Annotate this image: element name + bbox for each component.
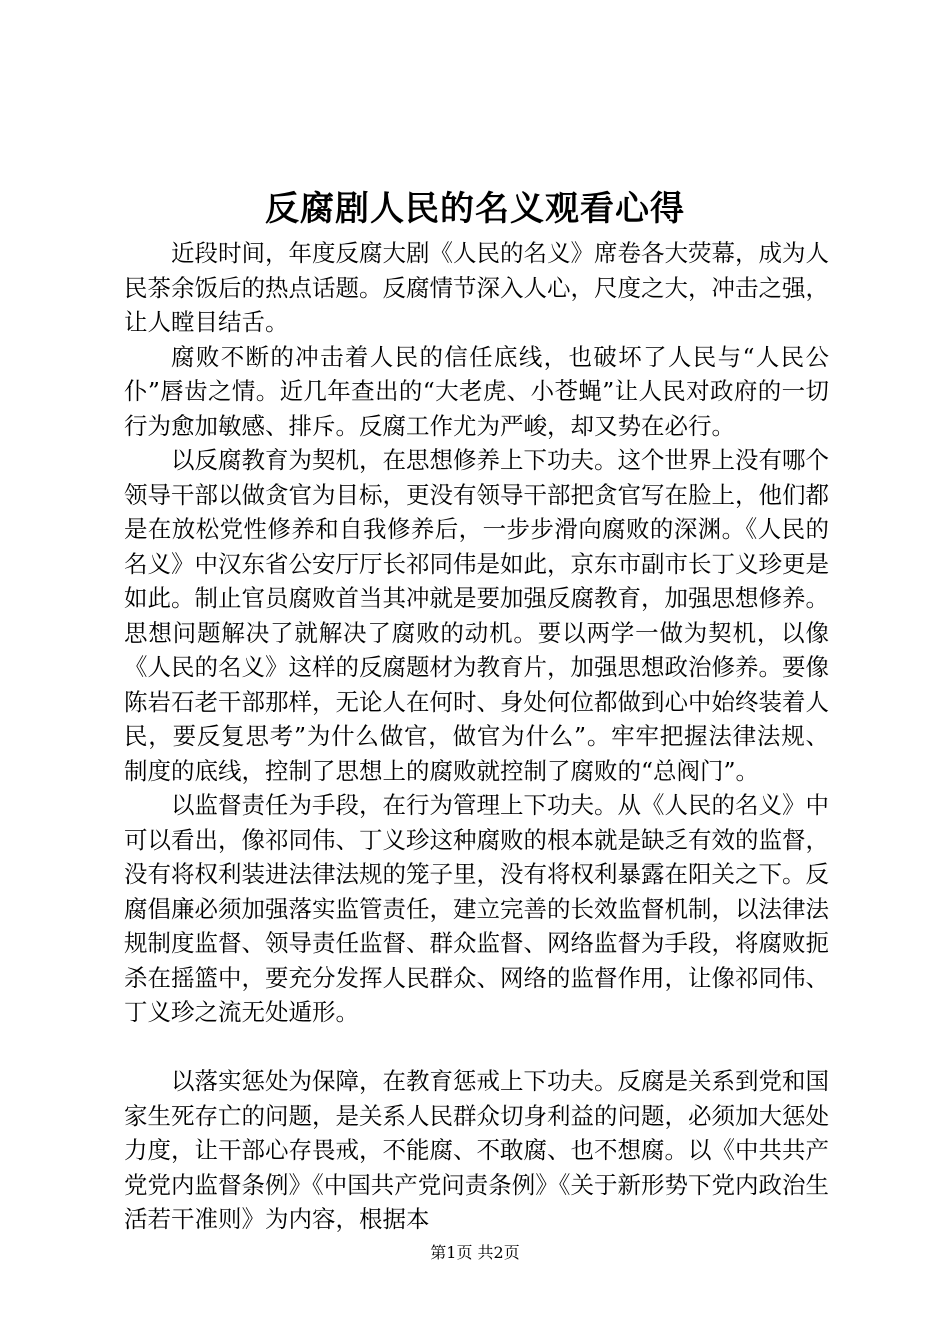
page-title: 反腐剧人民的名义观看心得 bbox=[265, 189, 685, 229]
paragraph-5: 以落实惩处为保障，在教育惩戒上下功夫。反腐是关系到党和国家生死存亡的问题，是关系人民群众切身利益的问题，必须加大惩处力度，让干部心存畏戒，不能腐、不敢腐、也不想腐。以《中共共产党党内监督条例》《中国共产党问责条例》《关于新形势下党内政治生活若干准则》为内容，根据本 bbox=[124, 1067, 829, 1233]
document-body bbox=[124, 236, 829, 1237]
paragraph-4: 以监督责任为手段，在行为管理上下功夫。从《人民的名义》中可以看出，像祁同伟、丁义珍这种腐败的根本就是缺乏有效的监督，没有将权利装进法律法规的笼子里，没有将权利暴露在阳关之下。反腐倡廉必须加强落实监管责任，建立完善的长效监督机制，以法律法规制度监督、领导责任监督、群众监督、网络监督为手段，将腐败扼杀在摇篮中，要充分发挥人民群众、网络的监督作用，让像祁同伟、丁义珍之流无处遁形。 bbox=[124, 791, 829, 1026]
paragraph-1: 近段时间，年度反腐大剧《人民的名义》席卷各大荧幕，成为人民茶余饭后的热点话题。反腐情节深入人心，尺度之大，冲击之强，让人瞠目结舌。 bbox=[124, 239, 829, 336]
paragraph-3: 以反腐教育为契机，在思想修养上下功夫。这个世界上没有哪个领导干部以做贪官为目标，更没有领导干部把贪官写在脸上，他们都是在放松党性修养和自我修养后，一步步滑向腐败的深渊。《人民的名义》中汉东省公安厅厅长祁同伟是如此，京东市副市长丁义珍更是如此。制止官员腐败首当其冲就是要加强反腐教育，加强思想修养。思想问题解决了就解决了腐败的动机。要以两学一做为契机，以像《人民的名义》这样的反腐题材为教育片，加强思想政治修养。要像陈岩石老干部那样，无论人在何时、身处何位都做到心中始终装着人民，要反复思考”为什么做官，做官为什么”。牢牢把握法律法规、制度的底线，控制了思想上的腐败就控制了腐败的“总阀门”。 bbox=[124, 446, 829, 785]
page-number-footer: 第1页 共2页 bbox=[430, 1243, 520, 1262]
paragraph-2: 腐败不断的冲击着人民的信任底线，也破坏了人民与“人民公仆”唇齿之情。近几年查出的“大老虎、小苍蝇”让人民对政府的一切行为愈加敏感、排斥。反腐工作尤为严峻，却又势在必行。 bbox=[124, 342, 829, 440]
